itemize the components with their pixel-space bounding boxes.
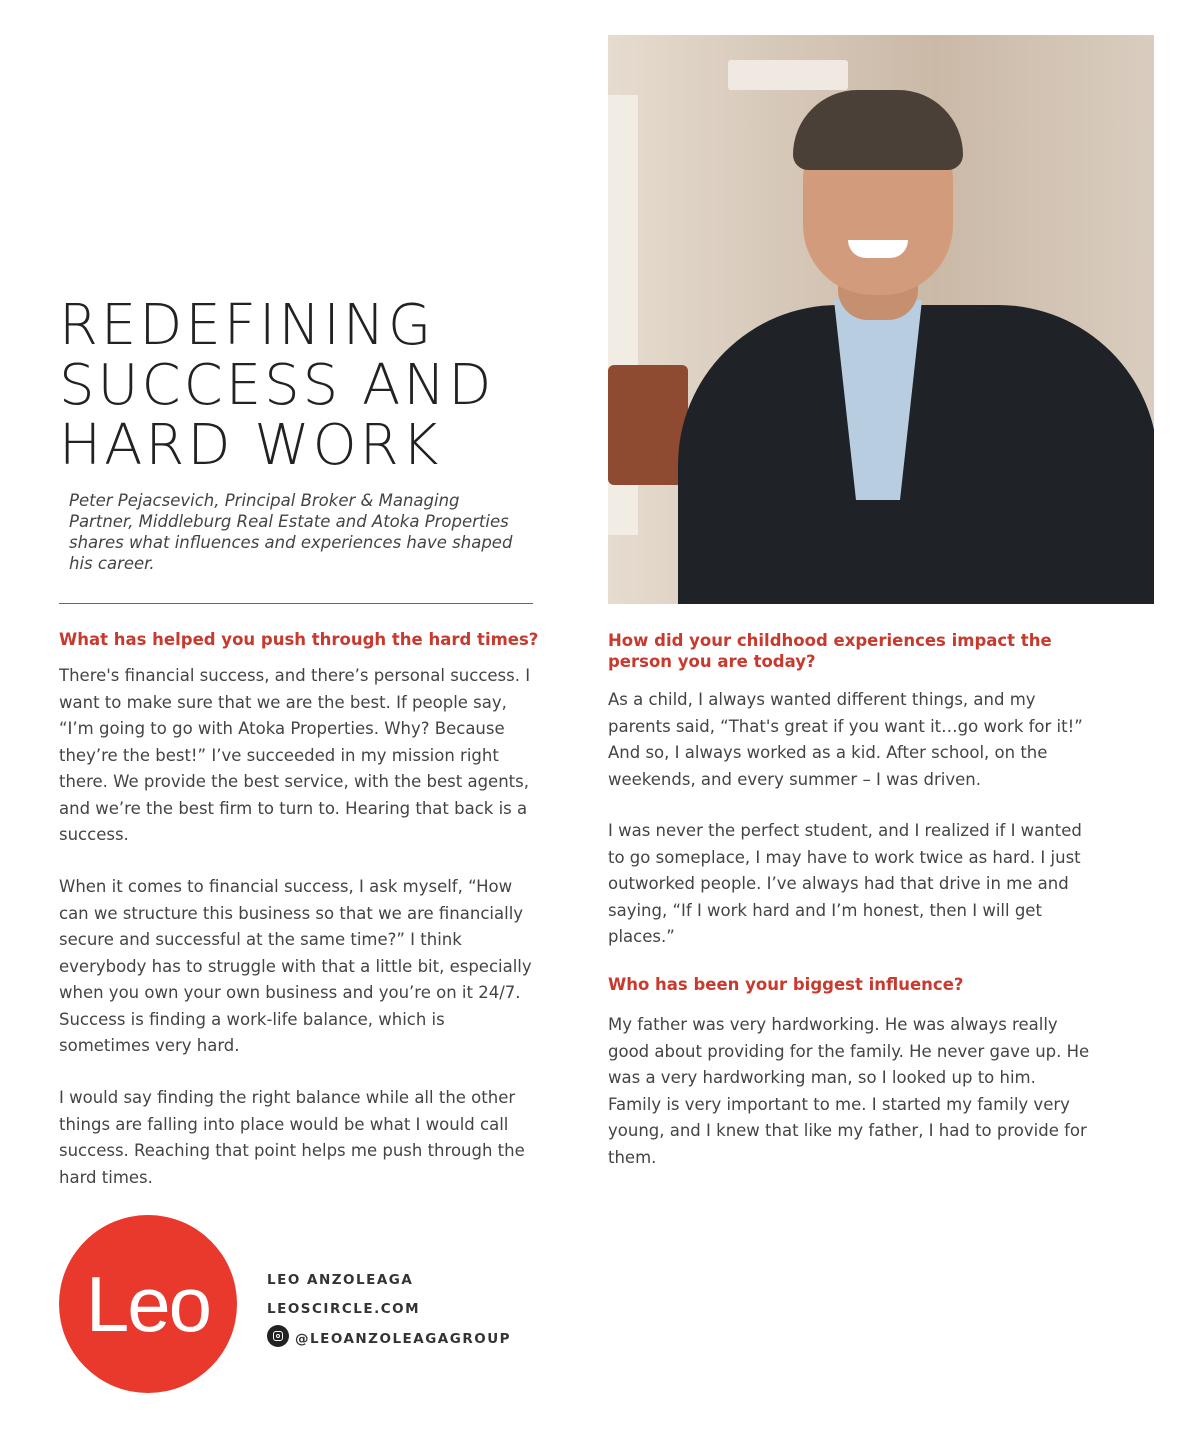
divider-rule <box>59 603 533 604</box>
website-link[interactable]: LEOSCIRCLE.COM <box>267 1301 421 1317</box>
portrait-photo <box>608 35 1154 604</box>
photo-chair <box>608 365 688 485</box>
instagram-handle[interactable]: @LEOANZOLEAGAGROUP <box>295 1331 512 1347</box>
answer-paragraph-1: There's financial success, and there’s personal success. I want to make sure that we are the best. If people say, “I’m going to go with Atoka Properties. Why? Because they’re the best!” I’ve succeeded in my mission right there. We provide the best service, with the best agents, and we’re the best firm to turn to. Hearing that back is a success. <box>59 666 531 844</box>
childhood-paragraph-2: I was never the perfect student, and I realized if I wanted to go someplace, I may have to work twice as hard. I just outworked people. I’ve always had that drive in me and saying, “If I work hard and I’m honest, then I will get places.” <box>608 821 1082 946</box>
contact-name: LEO ANZOLEAGA <box>267 1272 414 1288</box>
article-subtitle: Peter Pejacsevich, Principal Broker & Managing Partner, Middleburg Real Estate and Atoka Properties shares what influences and experiences have shaped his career. <box>69 491 513 573</box>
photo-smile <box>848 240 908 258</box>
leo-logo <box>59 1215 237 1393</box>
answer-paragraph-2: When it comes to financial success, I ask myself, “How can we structure this business so that we are financially secure and successful at the same time?” I think everybody has to struggle with that a little bit, especially when you own your own business and you’re on it 24/7. Success is finding a work-life balance, which is sometimes very hard. <box>59 877 532 1055</box>
influence-paragraph: My father was very hardworking. He was always really good about providing for the family. He never gave up. He was a very hardworking man, so I looked up to him. Family is very important to me. I started my family very young, and I knew that like my father, I had to provide for them. <box>608 1015 1090 1167</box>
childhood-paragraph-1: As a child, I always wanted different things, and my parents said, “That's great if you want it…go work for it!” And so, I always worked as a kid. After school, on the weekends, and every summer – I was driven. <box>608 690 1083 789</box>
article-title: REDEFINING SUCCESS AND HARD WORK <box>59 293 495 478</box>
question-childhood: How did your childhood experiences impact the person you are today? <box>608 631 1052 671</box>
photo-wall-unit <box>728 60 848 90</box>
logo-text: Leo <box>85 1259 211 1348</box>
instagram-icon[interactable] <box>267 1325 289 1347</box>
question-hard-times: What has helped you push through the hard times? <box>59 630 539 649</box>
answer-paragraph-3: I would say finding the right balance while all the other things are falling into place would be what I would call success. Reaching that point helps me push through the hard times. <box>59 1088 525 1187</box>
question-influence: Who has been your biggest influence? <box>608 975 964 994</box>
